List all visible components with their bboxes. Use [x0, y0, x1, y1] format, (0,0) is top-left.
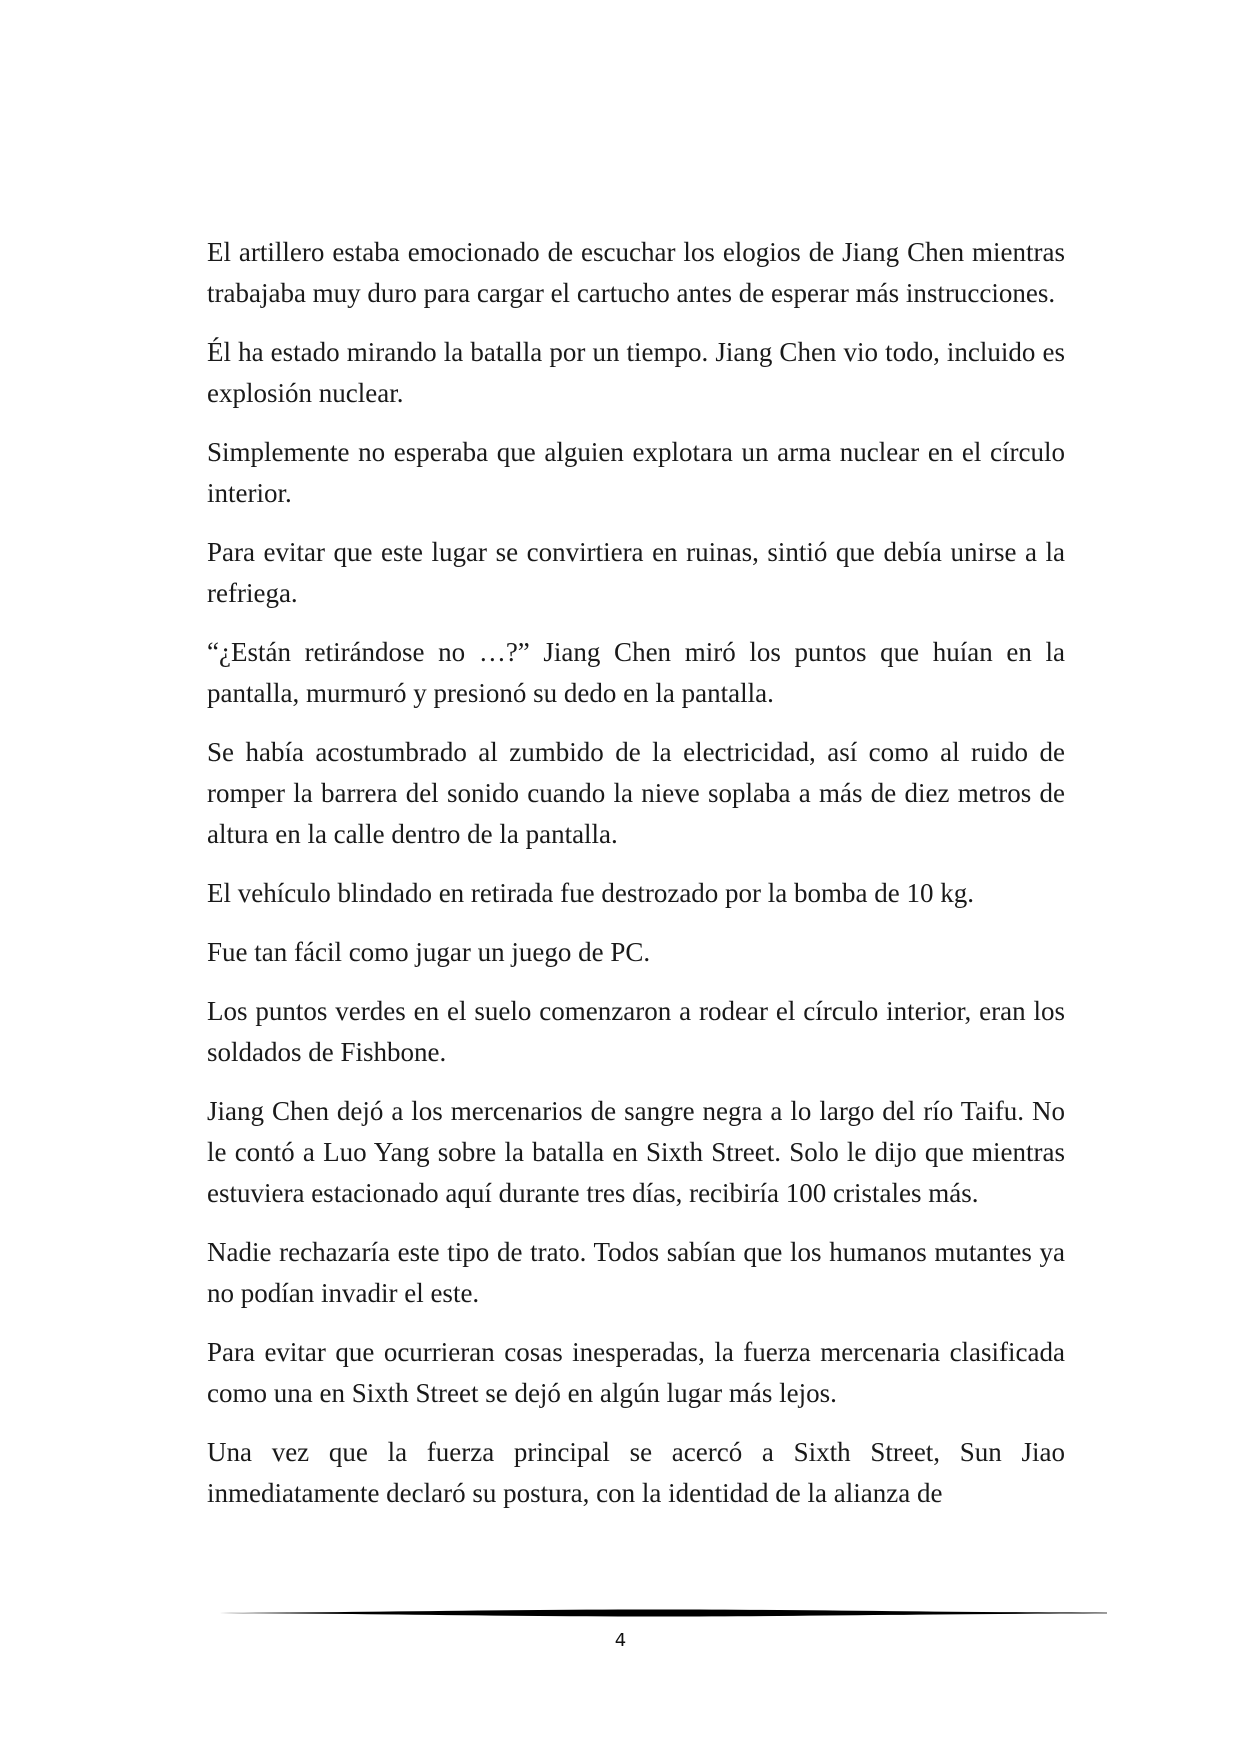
paragraph-12: Para evitar que ocurrieran cosas inesperadas, la fuerza mercenaria clasificada como una en Sixth Street se dejó en algún lugar más lejos. — [207, 1337, 1065, 1408]
page-number: 4 — [614, 1630, 627, 1651]
paragraph-8: Fue tan fácil como jugar un juego de PC. — [207, 937, 651, 967]
paragraph-13: Una vez que la fuerza principal se acercó a Sixth Street, Sun Jiao inmediatamente declaró su postura, con la identidad de la alianza de — [207, 1437, 1065, 1508]
paragraph-4: Para evitar que este lugar se convirtiera en ruinas, sintió que debía unirse a la refriega. — [207, 537, 1065, 608]
paragraph-6: Se había acostumbrado al zumbido de la electricidad, así como al ruido de romper la barrera del sonido cuando la nieve soplaba a más de diez metros de altura en la calle dentro de la pantalla. — [207, 737, 1065, 849]
paragraph-7: El vehículo blindado en retirada fue destrozado por la bomba de 10 kg. — [207, 878, 974, 908]
paragraph-1: El artillero estaba emocionado de escuchar los elogios de Jiang Chen mientras trabajaba muy duro para cargar el cartucho antes de esperar más instrucciones. — [207, 237, 1065, 308]
footer-divider — [207, 1609, 1107, 1617]
paragraph-5: “¿Están retirándose no …?” Jiang Chen miró los puntos que huían en la pantalla, murmuró y presionó su dedo en la pantalla. — [207, 637, 1065, 708]
body-text — [207, 232, 1065, 1532]
paragraph-9: Los puntos verdes en el suelo comenzaron a rodear el círculo interior, eran los soldados de Fishbone. — [207, 996, 1065, 1067]
paragraph-2: Él ha estado mirando la batalla por un tiempo. Jiang Chen vio todo, incluido es explosión nuclear. — [207, 337, 1065, 408]
paragraph-11: Nadie rechazaría este tipo de trato. Todos sabían que los humanos mutantes ya no podían invadir el este. — [207, 1237, 1065, 1308]
paragraph-10: Jiang Chen dejó a los mercenarios de sangre negra a lo largo del río Taifu. No le contó a Luo Yang sobre la batalla en Sixth Street. Solo le dijo que mientras estuviera estacionado aquí durante tres días, recibiría 100 cristales más. — [207, 1096, 1065, 1208]
paragraph-3: Simplemente no esperaba que alguien explotara un arma nuclear en el círculo interior. — [207, 437, 1065, 508]
